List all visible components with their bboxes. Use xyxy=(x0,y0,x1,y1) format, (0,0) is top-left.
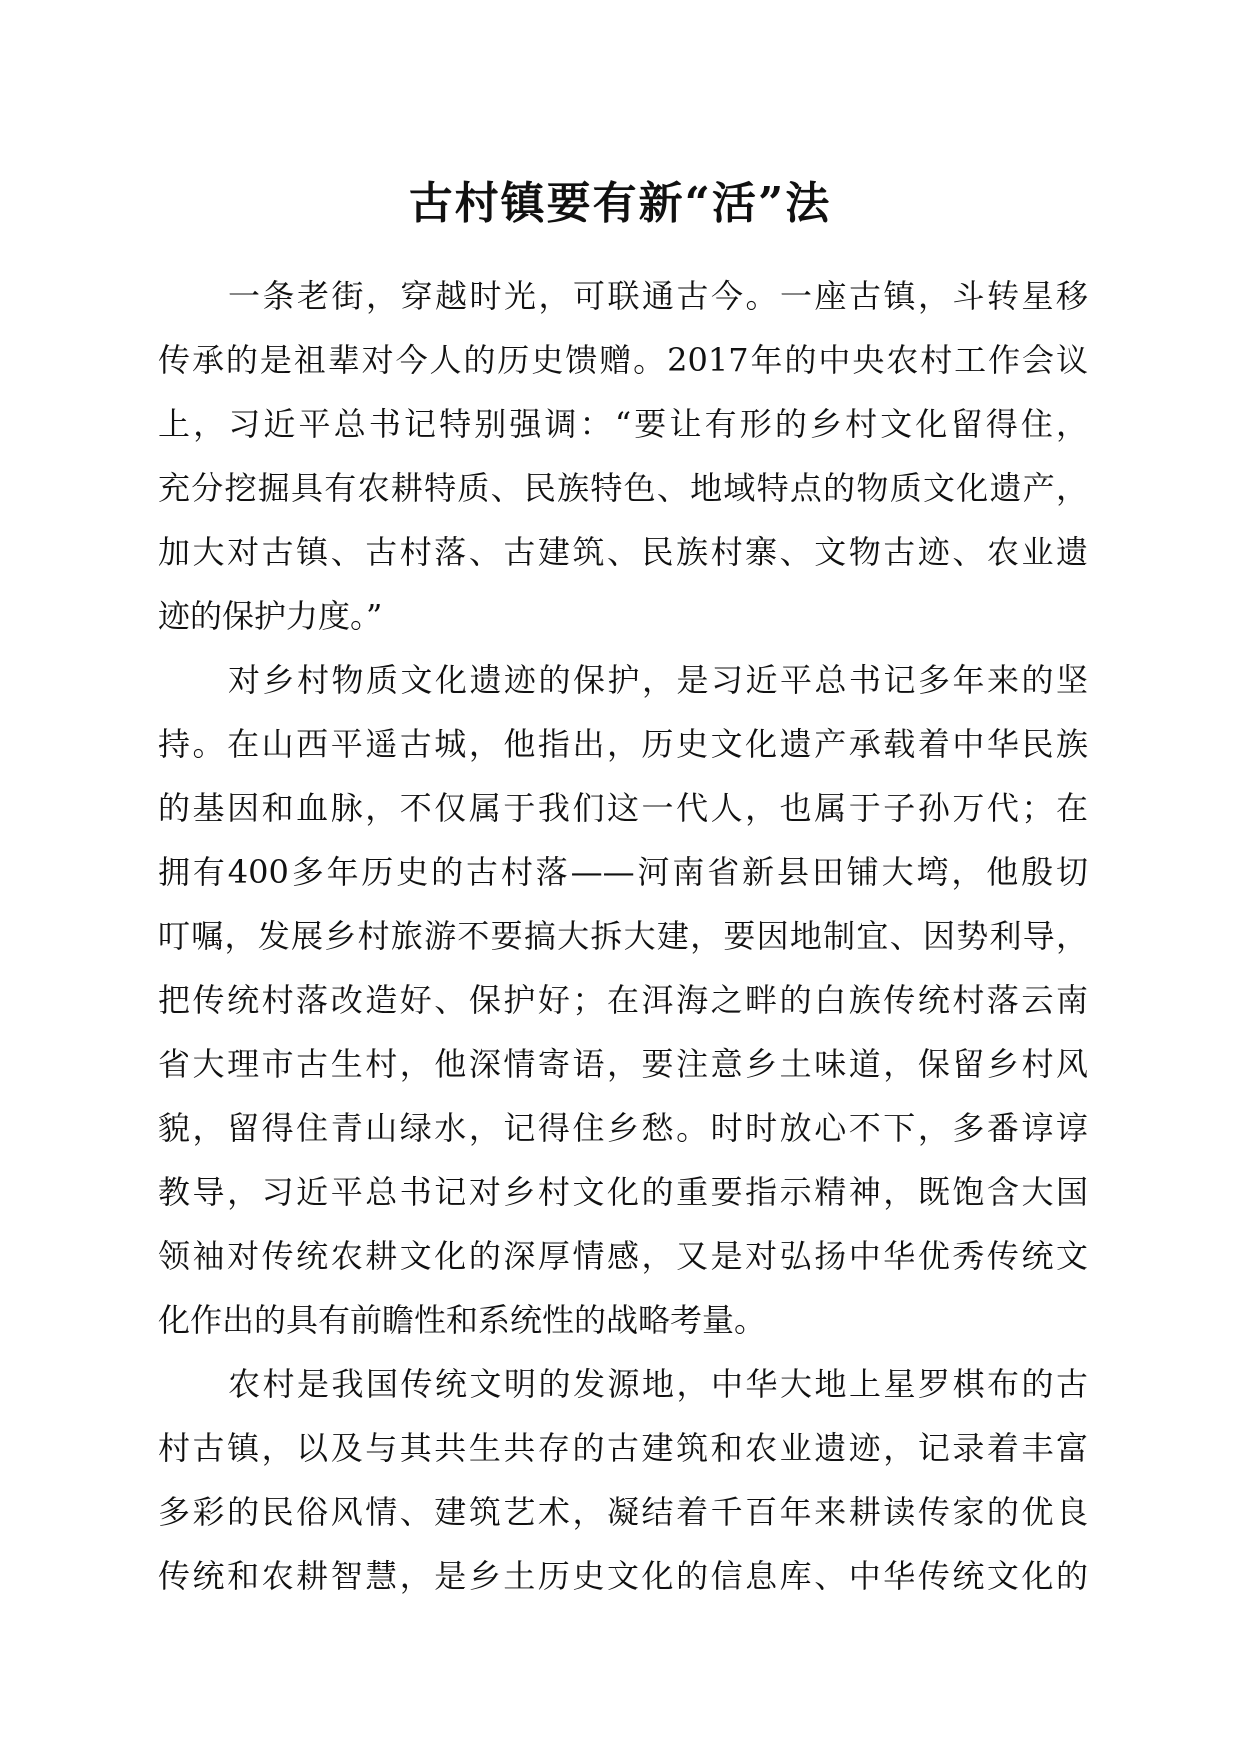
text-line: 对乡村物质文化遗迹的保护，是习近平总书记多年来的坚 xyxy=(228,661,1088,699)
text-line: 一条老街，穿越时光，可联通古今。一座古镇，斗转星移 xyxy=(228,277,1088,315)
text-line: 村古镇，以及与其共生共存的古建筑和农业遗迹，记录着丰富 xyxy=(158,1429,1088,1467)
text-line: 充分挖掘具有农耕特质、民族特色、地域特点的物质文化遗产， xyxy=(158,469,1088,507)
document-title: 古村镇要有新“活”法 xyxy=(408,178,832,229)
text-line: 拥有400多年历史的古村落——河南省新县田铺大塆，他殷切 xyxy=(158,853,1088,891)
text-line: 化作出的具有前瞻性和系统性的战略考量。 xyxy=(158,1301,767,1339)
text-line: 的基因和血脉，不仅属于我们这一代人，也属于子孙万代；在 xyxy=(158,789,1088,827)
text-line: 貌，留得住青山绿水，记得住乡愁。时时放心不下，多番谆谆 xyxy=(158,1109,1088,1147)
text-line: 传承的是祖辈对今人的历史馈赠。2017年的中央农村工作会议 xyxy=(158,341,1088,379)
text-line: 持。在山西平遥古城，他指出，历史文化遗产承载着中华民族 xyxy=(158,725,1088,763)
text-line: 迹的保护力度。” xyxy=(158,597,383,635)
text-line: 领袖对传统农耕文化的深厚情感，又是对弘扬中华优秀传统文 xyxy=(158,1237,1088,1275)
text-line: 农村是我国传统文明的发源地，中华大地上星罗棋布的古 xyxy=(228,1365,1088,1403)
text-line: 上，习近平总书记特别强调：“要让有形的乡村文化留得住， xyxy=(158,405,1088,443)
text-line: 传统和农耕智慧，是乡土历史文化的信息库、中华传统文化的 xyxy=(158,1557,1088,1595)
text-line: 把传统村落改造好、保护好；在洱海之畔的白族传统村落云南 xyxy=(158,981,1088,1019)
text-line: 省大理市古生村，他深情寄语，要注意乡土味道，保留乡村风 xyxy=(158,1045,1088,1083)
text-line: 多彩的民俗风情、建筑艺术，凝结着千百年来耕读传家的优良 xyxy=(158,1493,1088,1531)
text-line: 教导，习近平总书记对乡村文化的重要指示精神，既饱含大国 xyxy=(158,1173,1088,1211)
text-line: 加大对古镇、古村落、古建筑、民族村寨、文物古迹、农业遗 xyxy=(158,533,1088,571)
text-line: 叮嘱，发展乡村旅游不要搞大拆大建，要因地制宜、因势利导， xyxy=(158,917,1088,955)
